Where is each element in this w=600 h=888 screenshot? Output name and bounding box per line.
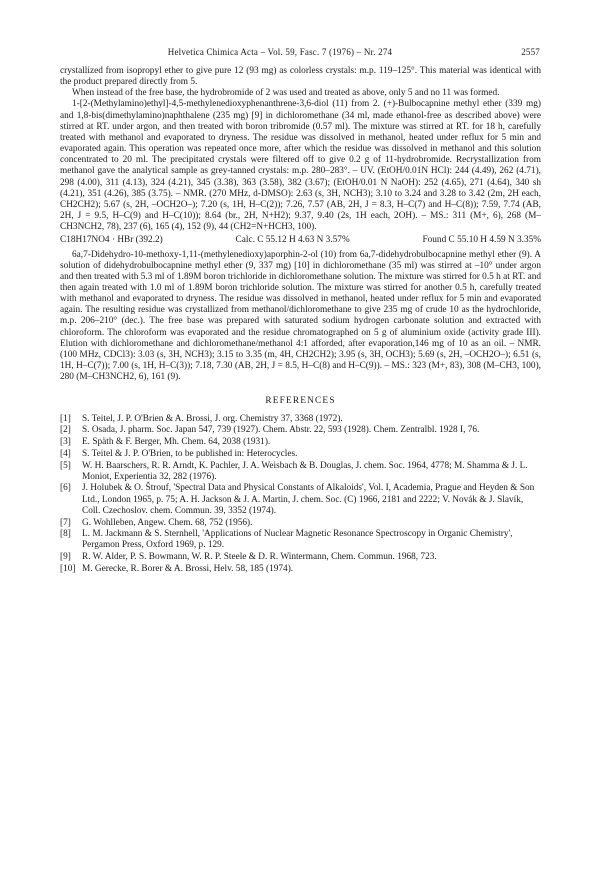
reference-number: [10] — [60, 563, 76, 574]
reference-number: [7] — [60, 517, 71, 528]
reference-text: W. H. Baarschers, R. R. Arndt, K. Pachler, J. A. Weisbach & B. Douglas, J. chem. Soc. 1964, 4778; M. Shamma & J. L. Moniot, Experientia 32, 282 (1976). — [82, 460, 528, 482]
reference-number: [9] — [60, 552, 71, 563]
article-body — [60, 66, 541, 576]
reference-number: [4] — [60, 448, 71, 459]
experimental-paragraph: 1-[2-(Methylamino)ethyl]-4,5-methylenedioxyphenanthrene-3,6-diol (11) from 2. (+)-Bulbocapnine methyl ether (339 mg) and 1,8-bis(dimethylamino)naphthalene (235 mg) [9] in dichloromethane (34 ml, made ethanol-free as described above) were stirred at RT. under argon, and then treated with boron tribromide (0.57 ml). The mixture was stirred at RT. for 18 h, carefully treated with methanol and evaporated to dryness. The residue was dissolved in methanol, heated under reflux for 5 min and evaporated again. This operation was repeated once more, after which the residue was dissolved in methanol and this solution concentrated to 20 ml. The precipitated crystals were filtered off to give 0.2 g of 11-hydrobromide. Recrystallization from methanol gave the analytical sample as grey-tanned crystals: m.p. 280–283°. – UV. (EtOH/0.01N HCl): 244 (4.49), 262 (4.71), 298 (4.00), 311 (4.13), 324 (4.21), 345 (3.38), 363 (3.58), 382 (3.67); (EtOH/0.01 N NaOH): 252 (4.65), 271 (4.64), 340 sh (4.21), 351 (4.26), 385 (3.75). – NMR. (270 MHz, d-DMSO): 2.63 (s, 3H, NCH3); 3.10 to 3.24 and 3.28 to 3.42 (2m, 2H each, CH2CH2); 5.67 (s, 2H, –OCH2O–); 7.20 (s, 1H, H–C(2)); 7.26, 7.57 (AB, 2H, J = 8.3, H–C(7) and H–C(8)); 7.59, 7.74 (AB, 2H, J = 9.5, H–C(9) and H–C(10)); 8.64 (br., 2H, N+H2); 9.37, 9.40 (2s, 1H each, 2OH). – MS.: 311 (M+, 6), 268 (M–CH3NCH2, 78), 237 (6), 165 (4), 152 (9), 44 (CH2=N+HCH3, 100). — [60, 99, 541, 233]
reference-number: [1] — [60, 413, 71, 424]
reference-item — [60, 437, 541, 448]
reference-item — [60, 483, 541, 516]
reference-text: M. Gerecke, R. Borer & A. Brossi, Helv. 58, 185 (1974). — [82, 563, 294, 574]
molecular-formula: C18H17NO4 · HBr (392.2) — [60, 235, 163, 246]
reference-item — [60, 414, 541, 425]
references-heading: REFERENCES — [265, 396, 336, 407]
running-header — [60, 47, 540, 61]
journal-citation: Helvetica Chimica Acta – Vol. 59, Fasc. 7 (1976) – Nr. 274 — [167, 47, 393, 57]
reference-item — [60, 425, 541, 436]
reference-number: [8] — [60, 529, 71, 540]
reference-list — [60, 414, 541, 576]
reference-item — [60, 518, 541, 529]
reference-text: E. Späth & F. Berger, Mh. Chem. 64, 2038 (1931). — [82, 437, 271, 448]
elemental-analysis — [60, 235, 541, 246]
reference-number: [2] — [60, 425, 71, 436]
reference-text: S. Osada, J. pharm. Soc. Japan 547, 739 (1927). Chem. Abstr. 22, 593 (1928). Chem. Zentralbl. 1928 I, 76. — [82, 425, 480, 436]
reference-text: R. W. Alder, P. S. Bowmann, W. R. P. Steele & D. R. Wintermann, Chem. Commun. 1968, 723. — [82, 552, 437, 563]
reference-item — [60, 449, 541, 460]
reference-item — [60, 461, 541, 483]
reference-number: [5] — [60, 460, 71, 471]
reference-text: S. Teitel & J. P. O'Brien, to be published in: Heterocycles. — [82, 448, 298, 459]
paragraph: When instead of the free base, the hydrobromide of 2 was used and treated as above, only 5 and no 11 was formed. — [72, 88, 500, 99]
reference-item — [60, 529, 541, 551]
page-number: 2557 — [521, 47, 540, 57]
reference-text: G. Wohlleben, Angew. Chem. 68, 752 (1956). — [82, 517, 253, 528]
reference-text: L. M. Jackmann & S. Sternhell, 'Applications of Nuclear Magnetic Resonance Spectroscopy in Organic Chemistry', Pergamon Press, Oxford 1969, p. 129. — [82, 529, 513, 551]
reference-number: [6] — [60, 483, 71, 494]
reference-text: S. Teitel, J. P. O'Brien & A. Brossi, J. org. Chemistry 37, 3368 (1972). — [82, 413, 343, 424]
experimental-paragraph: 6a,7-Didehydro-10-methoxy-1,11-(methylenedioxy)aporphin-2-ol (10) from 6a,7-didehydrobulbocapnine methyl ether (9). A solution of didehydrobulbocapnine methyl ether (9, 337 mg) [10] in dichloromethane (35 ml) was stirred at –10° under argon and then treated with 5.3 ml of 1.89M boron trichloride in dichloromethane solution. The mixture was stirred for 0.5 h at RT. and then again treated with 1.0 ml of 1.89M boron trichloride solution. The mixture was stirred for another 0.5 h, carefully treated with methanol and evaporated to dryness. The residue was dissolved in methanol, heated under reflux for 5 min and evaporated again. The resulting residue was crystallized from methanol/dichloromethane to give 235 mg of crude 10 as the hydrochloride, m.p. 206–210° (dec.). The free base was prepared with saturated sodium hydrogen carbonate solution and extracted with chloroform. The chloroform was evaporated and the residue chromatographed on 5 g of aluminium oxide (activity grade III). Elution with dichloromethane and dichloromethane/methanol 4:1 afforded, after evaporation,146 mg of 10 as an oil. – NMR. (100 MHz, CDCl3): 3.03 (s, 3H, NCH3); 3.15 to 3.35 (m, 4H, CH2CH2); 3.95 (s, 3H, OCH3); 5.69 (s, 2H, –OCH2O–); 6.51 (s, 1H, H–C(7)); 7.00 (s, 1H, H–C(3)); 7.18, 7.30 (AB, 2H, J = 8.5, H–C(8) and H–C(9)). – MS.: 323 (M+, 83), 308 (M–CH3, 100), 280 (M–CH3NCH2, 6), 161 (9). — [60, 249, 541, 383]
reference-item — [60, 552, 541, 563]
reference-item — [60, 564, 541, 575]
paragraph: crystallized from isopropyl ether to give pure 12 (93 mg) as colorless crystals: m.p. 119–125°. This material was identical with the product prepared directly from 5. — [60, 66, 541, 88]
reference-text: J. Holubek & O. Štrouf, 'Spectral Data and Physical Constants of Alkaloids', Vol. I, Academia, Prague and Heyden & Son Ltd., London 1965, p. 75; A. H. Jackson & J. A. Martin, J. chem. Soc. (C) 1966, 2181 and 2222; V. Novák & J. Slavík, Coll. Czechoslov. chem. Commun. 39, 3352 (1974). — [82, 483, 535, 516]
reference-number: [3] — [60, 437, 71, 448]
analysis-calc: Calc. C 55.12 H 4.63 N 3.57% — [235, 235, 350, 246]
analysis-found: Found C 55.10 H 4.59 N 3.35% — [422, 235, 541, 246]
